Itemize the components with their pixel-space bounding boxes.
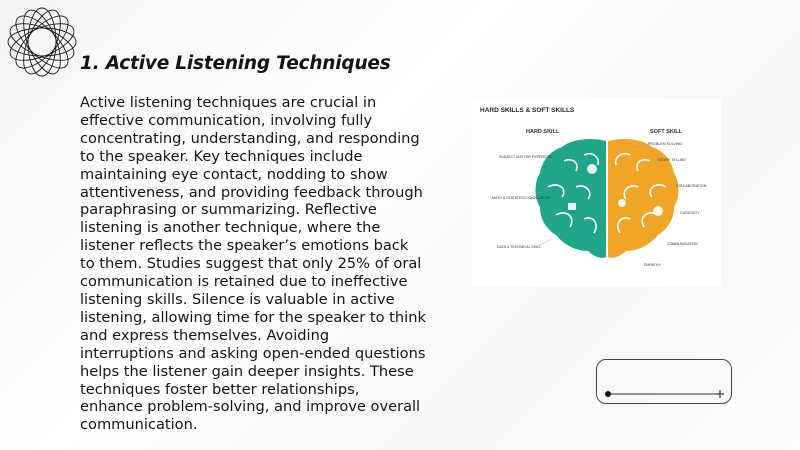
soft-skill-item: CURIOSITY xyxy=(680,211,700,215)
soft-skill-item: COLLABORATION xyxy=(676,184,707,188)
hard-skill-label: HARD SKILL xyxy=(526,129,560,135)
brain-right-hemisphere xyxy=(608,139,679,258)
hard-skill-item: MATH & STATISTICS KNOWLEDGE xyxy=(492,196,551,200)
soft-skill-item: EMPATHY xyxy=(644,263,661,267)
slide-title: 1. Active Listening Techniques xyxy=(80,53,391,74)
soft-skill-item: COMMUNICATION xyxy=(667,242,698,246)
infographic-heading: HARD SKILLS & SOFT SKILLS xyxy=(480,107,575,114)
soft-skill-label: SOFT SKILL xyxy=(650,129,683,135)
rosette-logo xyxy=(4,4,80,80)
soft-skill-item: STORY TELLING xyxy=(658,158,687,162)
soft-skill-item: PROBLEM SOLVING xyxy=(648,142,683,146)
media-timeline-control[interactable] xyxy=(596,359,732,404)
record-dot-icon[interactable] xyxy=(605,391,611,397)
hard-soft-skills-infographic xyxy=(472,99,721,286)
plus-icon[interactable] xyxy=(716,390,724,398)
slide-paragraph: Active listening techniques are crucial in effective communication, involving fully concentrating, understanding, and responding to the speaker. Key techniques include maintaining eye contact, nodding to show attentiveness, and providing feedback through paraphrasing or summarizing. Reflective listening is another technique, where the listener reflects the speaker’s emotions back to them. Studies suggest that only 25% of oral communication is retained due to ineffective listening skills. Silence is valuable in active listening, allowing time for the speaker to think and express themselves. Avoiding interruptions and asking open-ended questions helps the listener gain deeper insights. These techniques foster better relationships, enhance problem-solving, and improve overall communication. xyxy=(80,94,426,434)
hard-skill-item: DATA & TECHNICAL SKILL xyxy=(497,245,542,249)
hard-skill-item: SUBJECT MATTER EXPERTISE xyxy=(499,155,552,159)
